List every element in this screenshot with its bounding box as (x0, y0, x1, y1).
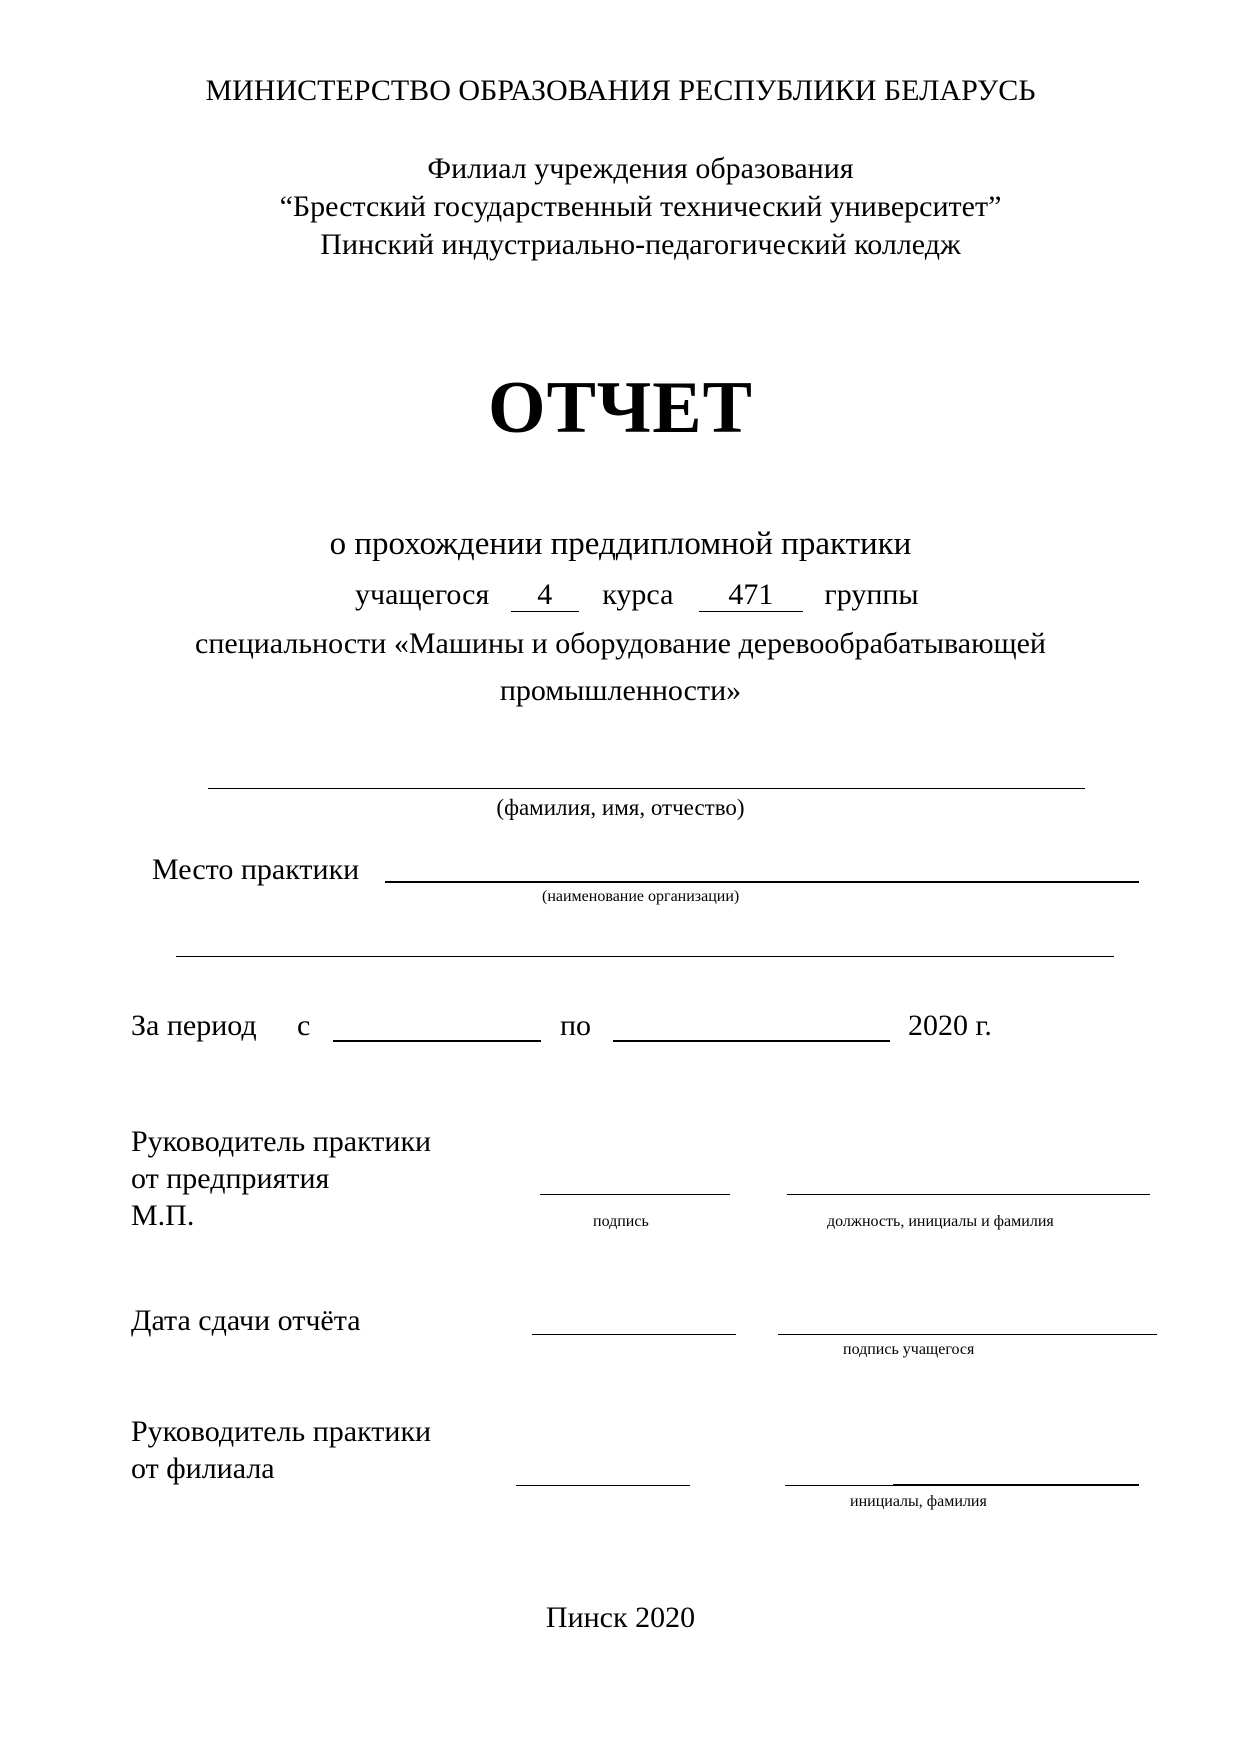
place-label: Место практики (152, 853, 360, 886)
course-value: 4 (511, 579, 579, 612)
document-title: ОТЧЕТ (488, 367, 753, 449)
period-year: 2020 г. (908, 1009, 992, 1042)
fio-field-line[interactable] (208, 788, 1085, 789)
city-year: Пинск 2020 (545, 1601, 696, 1634)
supervisor-company-line-1: Руководитель практики (131, 1125, 432, 1158)
group-label: группы (824, 578, 919, 611)
supervisor-branch-sign-field[interactable] (516, 1485, 690, 1486)
submission-label: Дата сдачи отчёта (131, 1304, 361, 1337)
student-line (355, 578, 919, 612)
course-label: курса (602, 578, 674, 611)
supervisor-branch-name-field-thin[interactable] (785, 1485, 893, 1486)
name-caption: должность, инициалы и фамилия (827, 1213, 1054, 1230)
institution-line-2: “Брестский государственный технический университет” (279, 190, 1002, 223)
specialty-line-2: промышленности» (499, 674, 742, 707)
institution-line-3: Пинский индустриально-педагогический колледж (320, 228, 961, 261)
period-to-field[interactable] (613, 1040, 890, 1042)
student-sign-caption: подпись учащегося (843, 1341, 975, 1358)
supervisor-branch-line-1: Руководитель практики (131, 1415, 432, 1448)
sign-caption: подпись (593, 1213, 649, 1230)
institution-line-1: Филиал учреждения образования (427, 152, 854, 185)
fio-caption: (фамилия, имя, отчество) (496, 795, 745, 820)
submission-date-field[interactable] (532, 1334, 736, 1335)
period-from-field[interactable] (333, 1040, 541, 1042)
student-sign-field[interactable] (778, 1334, 1157, 1335)
period-from-label: с (297, 1009, 311, 1042)
supervisor-company-name-field[interactable] (787, 1194, 1150, 1195)
place-field-line[interactable] (385, 881, 1139, 883)
group-value: 471 (699, 579, 803, 612)
supervisor-branch-line-2: от филиала (131, 1452, 275, 1485)
stamp-label: М.П. (131, 1199, 195, 1232)
place-caption: (наименование организации) (542, 888, 740, 905)
ministry-heading: МИНИСТЕРСТВО ОБРАЗОВАНИЯ РЕСПУБЛИКИ БЕЛАРУСЬ (205, 74, 1036, 107)
student-prefix: учащегося (355, 578, 490, 611)
place-field-line-2[interactable] (176, 956, 1114, 957)
report-subtitle: о прохождении преддипломной практики (329, 526, 912, 562)
period-to-label: по (560, 1009, 592, 1042)
initials-caption: инициалы, фамилия (850, 1493, 987, 1510)
supervisor-company-sign-field[interactable] (540, 1194, 730, 1195)
specialty-line-1: специальности «Машины и оборудование деревообрабатывающей (195, 627, 1046, 660)
supervisor-branch-name-field[interactable] (893, 1484, 1139, 1486)
supervisor-company-line-2: от предприятия (131, 1162, 330, 1195)
period-label: За период (131, 1009, 257, 1042)
